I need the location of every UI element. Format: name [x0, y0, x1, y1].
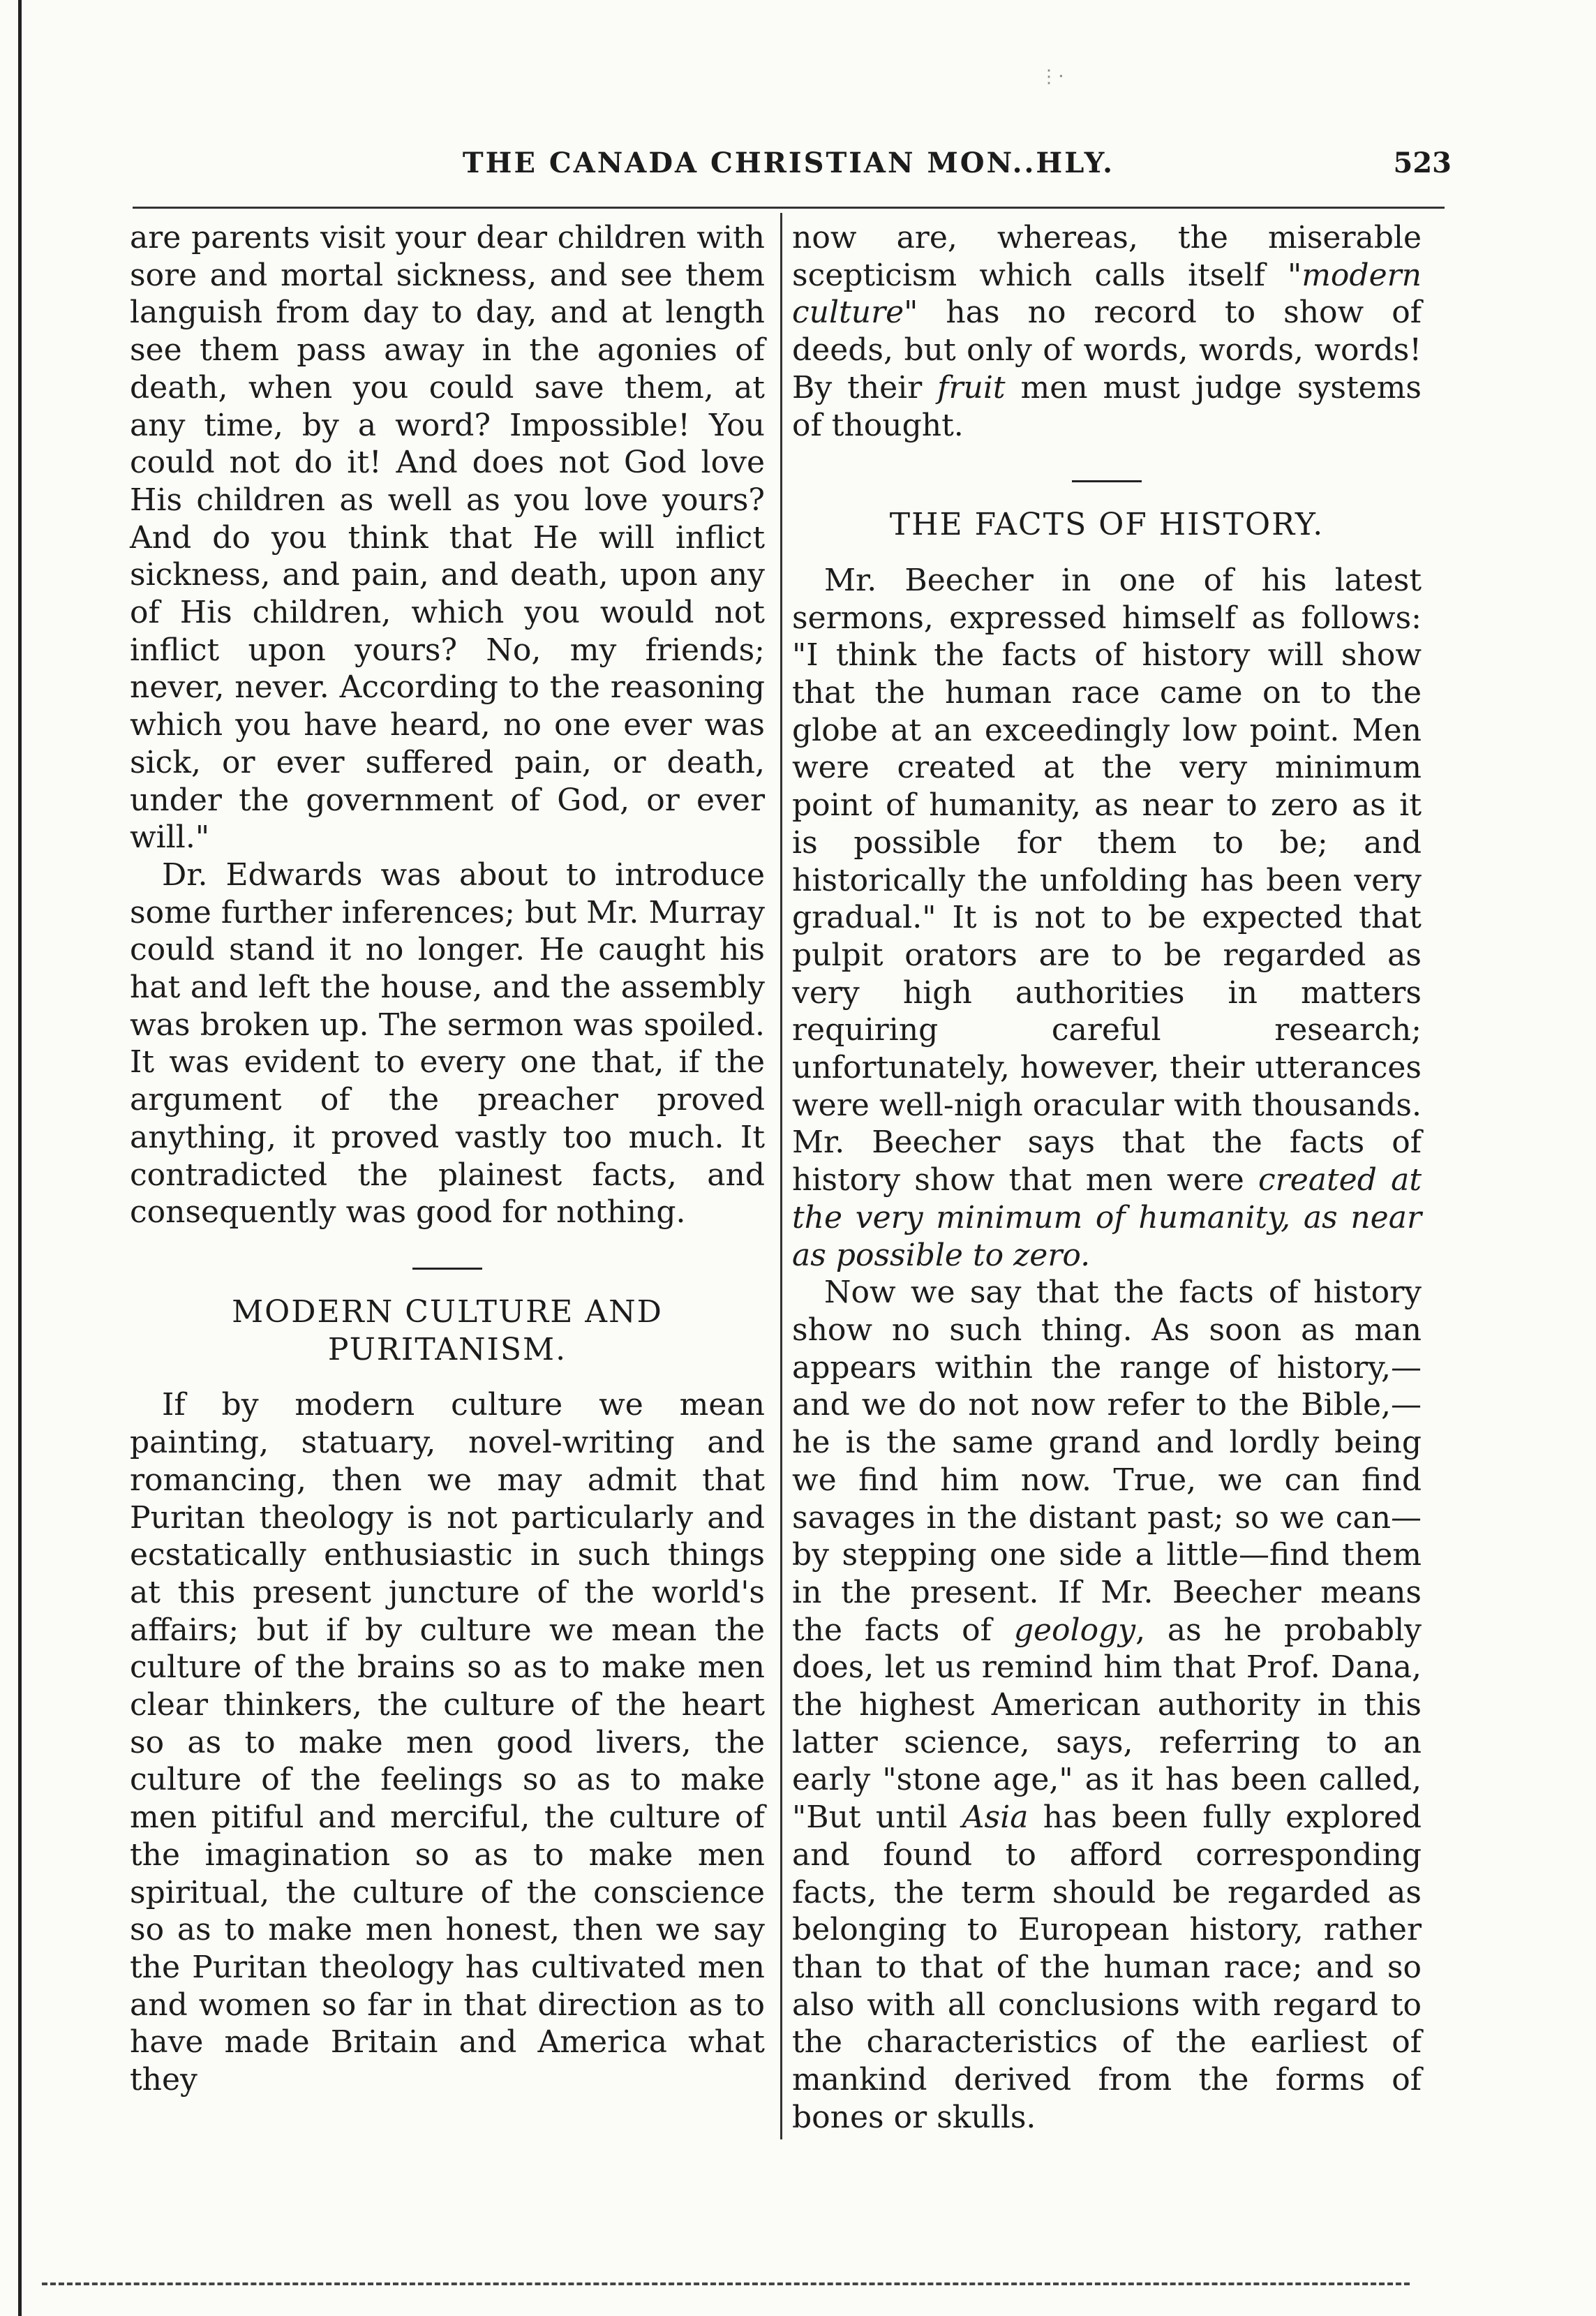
section-separator	[412, 1268, 482, 1270]
text-run: has been fully explored and found to afford corresponding facts, the term should be regarded as belonging to European history, rather than to that of the human race; and so also with all conclusions with regard to the characteristics of the earliest of mankind derived from the forms of bones or skulls.	[792, 1799, 1422, 2135]
left-column	[130, 219, 765, 2099]
left-paragraph-2: Dr. Edwards was about to introduce some further inferences; but Mr. Murray could stand it no longer. He caught his hat and left the house, and the assembly was broken up. The sermon was spoiled. It was evident to every one that, if the argument of the preacher proved anything, it proved vastly too much. It contradicted the plainest facts, and consequently was good for nothing.	[130, 856, 765, 1231]
column-divider	[780, 213, 782, 2139]
journal-title: THE CANADA CHRISTIAN MON..HLY.	[462, 147, 1115, 179]
article-heading-facts-of-history: THE FACTS OF HISTORY.	[889, 507, 1325, 543]
right-paragraph-1	[792, 219, 1422, 444]
running-header	[154, 147, 1452, 202]
text-run: Now we say that the facts of history show no such thing. As soon as man appears within the range of history,—and we do not now refer to the Bible,—he is the same grand and lordly being we find him now. True, we can find savages in the distant past; so we can—by stepping one side a little—find them in the present. If Mr. Beecher means the facts of	[792, 1275, 1422, 1648]
text-run: Mr. Beecher in one of his latest sermons, expressed himself as follows: "I think the facts of history will show that the human race came on to the globe at an exceedingly low point. Men were created at the very minimum point of humanity, as near to zero as it is possible for them to be; and historically the unfolding has been very gradual." It is not to be expected that pulpit orators are to be regarded as very high authorities in matters requiring careful research; unfortunately, however, their utterances were well-nigh oracular with thousands. Mr. Beecher says that the facts of history show that men were	[792, 562, 1422, 1198]
text-run: , as he probably does, let us remind him that Prof. Dana, the highest American authority in this latter science, says, referring to an early "stone age," as it has been called, "But until	[792, 1612, 1422, 1836]
left-paragraph-3: If by modern culture we mean painting, statuary, novel-writing and romancing, then we may admit that Puritan theology is not particularly and ecstatically enthusiastic in such things at this present juncture of the world's affairs; but if by culture we mean the culture of the brains so as to make men clear thinkers, the culture of the heart so as to make men good livers, the culture of the feelings so as to make men pitiful and merciful, the culture of the imagination so as to make men spiritual, the culture of the conscience so as to make men honest, then we say the Puritan theology has cultivated men and women so far in that direction as to have made Britain and America what they	[130, 1387, 765, 2098]
italic-run: Asia	[962, 1799, 1029, 1836]
section-separator	[1072, 480, 1142, 482]
page-number: 523	[1393, 147, 1452, 179]
italic-run: geology	[1013, 1612, 1136, 1648]
header-rule	[133, 207, 1445, 209]
right-column	[792, 219, 1422, 2136]
left-margin-rule	[18, 0, 22, 2316]
right-paragraph-3	[792, 1274, 1422, 2136]
italic-run: created at the very minimum of humanity, as near as possible to zero.	[792, 1162, 1422, 1273]
text-run: now are, whereas, the miserable scepticism which calls itself	[792, 220, 1422, 293]
left-paragraph-1: are parents visit your dear children with sore and mortal sickness, and see them languish from day to day, and at length see them pass away in the agonies of death, when you could save them, at any time, by a word? Impossible! You could not do it! And does not God love His children as well as you love yours? And do you think that He will inflict sickness, and pain, and death, upon any of His children, which you would not inflict upon yours? No, my friends; never, never. According to the reasoning which you have heard, no one ever was sick, or ever suffered pain, or death, under the government of God, or ever will."	[130, 220, 765, 856]
italic-run: fruit	[937, 369, 1006, 406]
text-run: has no record to show of deeds, but only of words, words, words! By their	[792, 295, 1422, 406]
right-paragraph-2	[792, 562, 1422, 1274]
text-run: men must judge systems of thought.	[792, 369, 1422, 443]
bottom-rule	[42, 2282, 1410, 2285]
article-heading-modern-culture: MODERN CULTURE AND PURITANISM.	[232, 1293, 663, 1367]
print-specks: ⋮⋅	[1040, 66, 1064, 87]
italic-run: "modern culture"	[792, 257, 1422, 331]
